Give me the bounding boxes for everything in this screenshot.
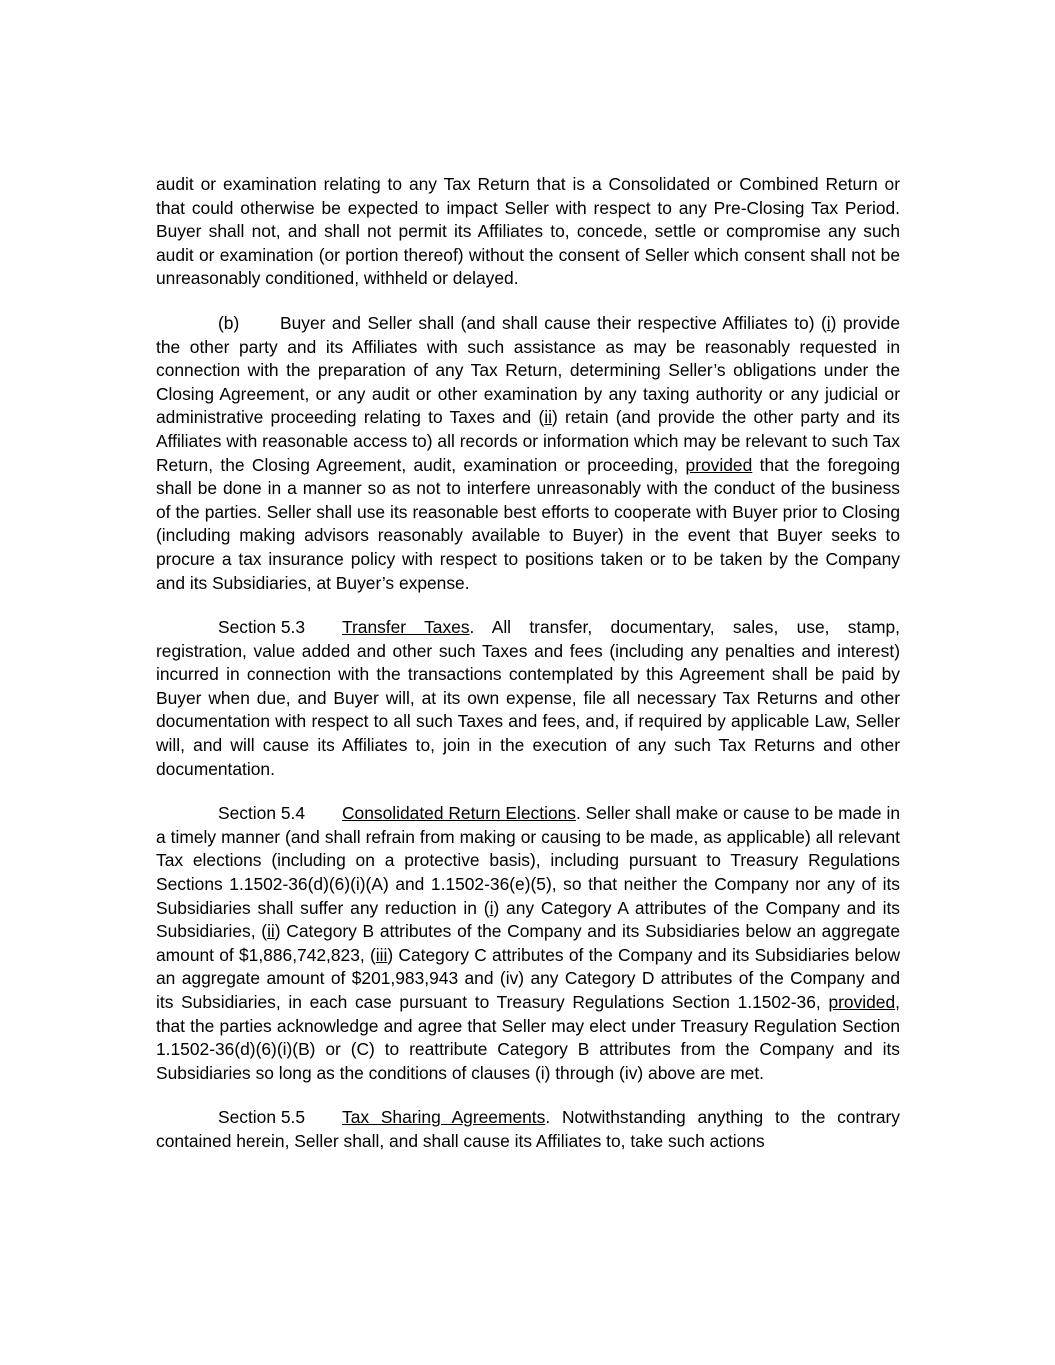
section-5-3: [156, 616, 900, 781]
clause-ref-i: i: [826, 312, 831, 333]
section-number: Section 5.4: [218, 803, 306, 824]
paragraph-audit-continuation: [156, 173, 900, 291]
clause-ref-i: i: [489, 897, 494, 918]
document-page: [156, 173, 900, 1175]
section-body: . Notwithstanding anything to the contrary contained herein, Seller shall, and shall cause its Affiliates to, take such actions: [156, 1107, 900, 1151]
section-5-4: Section 5.4 Consolidated Return Elections. Seller shall make or cause to be made in a timely manner (and shall refrain from making or causing to be made, as applicable) all relevant Tax elections (including on a protective basis), including pursuant to Treasury Regulations Sections 1.1502-36(d)(6)(i)(A) and 1.1502-36(e)(5), so that neither the Company nor any of its Subsidiaries shall suffer any reduction in (i) any Category A attributes of the Company and its Subsidiaries, (ii) Category B attributes of the Company and its Subsidiaries below an aggregate amount of $1,886,742,823, (iii) Category C attributes of the Company and its Subsidiaries below an aggregate amount of $201,983,943 and (iv) any Category D attributes of the Company and its Subsidiaries, in each case pursuant to Treasury Regulations Section 1.1502-36, provided, that the parties acknowledge and agree that Seller may elect under Treasury Regulation Section 1.1502-36(d)(6)(i)(B) or (C) to reattribute Category B attributes from the Company and its Subsidiaries so long as the conditions of clauses (i) through (iv) above are met.: [156, 803, 901, 1083]
paragraph-b-cooperation: (b) Buyer and Seller shall (and shall cause their respective Affiliates to) (i) provide the other party and its Affiliates with such assistance as may be reasonably requested in connection with the preparation of any Tax Return, determining Seller’s obligations under the Closing Agreement, or any audit or other examination by any taxing authority or any judicial or administrative proceeding relating to Taxes and (ii) retain (and provide the other party and its Affiliates with reasonable access to) all records or information which may be relevant to such Tax Return, the Closing Agreement, audit, examination or proceeding, provided that the foregoing shall be done in a manner so as not to interfere unreasonably with the conduct of the business of the parties. Seller shall use its reasonable best efforts to cooperate with Buyer prior to Closing (including making advisors reasonably available to Buyer) in the event that Buyer seeks to procure a tax insurance policy with respect to positions taken or to be taken by the Company and its Subsidiaries, at Buyer’s expense.: [156, 312, 900, 593]
section-5-5: [156, 1106, 900, 1153]
section-heading: Consolidated Return Elections: [342, 803, 576, 824]
section-heading: Transfer Taxes: [342, 617, 470, 638]
clause-ref-ii: ii: [267, 921, 275, 942]
section-number: Section 5.5: [218, 1107, 306, 1128]
section-body: . All transfer, documentary, sales, use, stamp, registration, value added and other such Taxes and fees (including any penalties and interest) incurred in connection with the transactions contemplated by this Agreement shall be paid by Buyer when due, and Buyer will, at its own expense, file all necessary Tax Returns and other documentation with respect to all such Taxes and fees, and, if required by applicable Law, Seller will, and will cause its Affiliates to, join in the execution of any such Tax Returns and other documentation.: [156, 617, 900, 779]
paragraph-text: audit or examination relating to any Tax Return that is a Consolidated or Combined Return or that could otherwise be expected to impact Seller with respect to any Pre-Closing Tax Period. Buyer shall not, and shall not permit its Affiliates to, concede, settle or compromise any such audit or examination (or portion thereof) without the consent of Seller which consent shall not be unreasonably conditioned, withheld or delayed.: [156, 174, 900, 289]
provided-term: provided: [828, 992, 896, 1012]
clause-ref-iii: iii: [375, 944, 388, 965]
clause-ref-ii: ii: [544, 407, 552, 428]
clause-label: (b): [218, 312, 240, 333]
section-number: Section 5.3: [218, 617, 306, 638]
provided-term: provided: [685, 454, 753, 475]
section-heading: Tax Sharing Agreements: [342, 1107, 546, 1128]
